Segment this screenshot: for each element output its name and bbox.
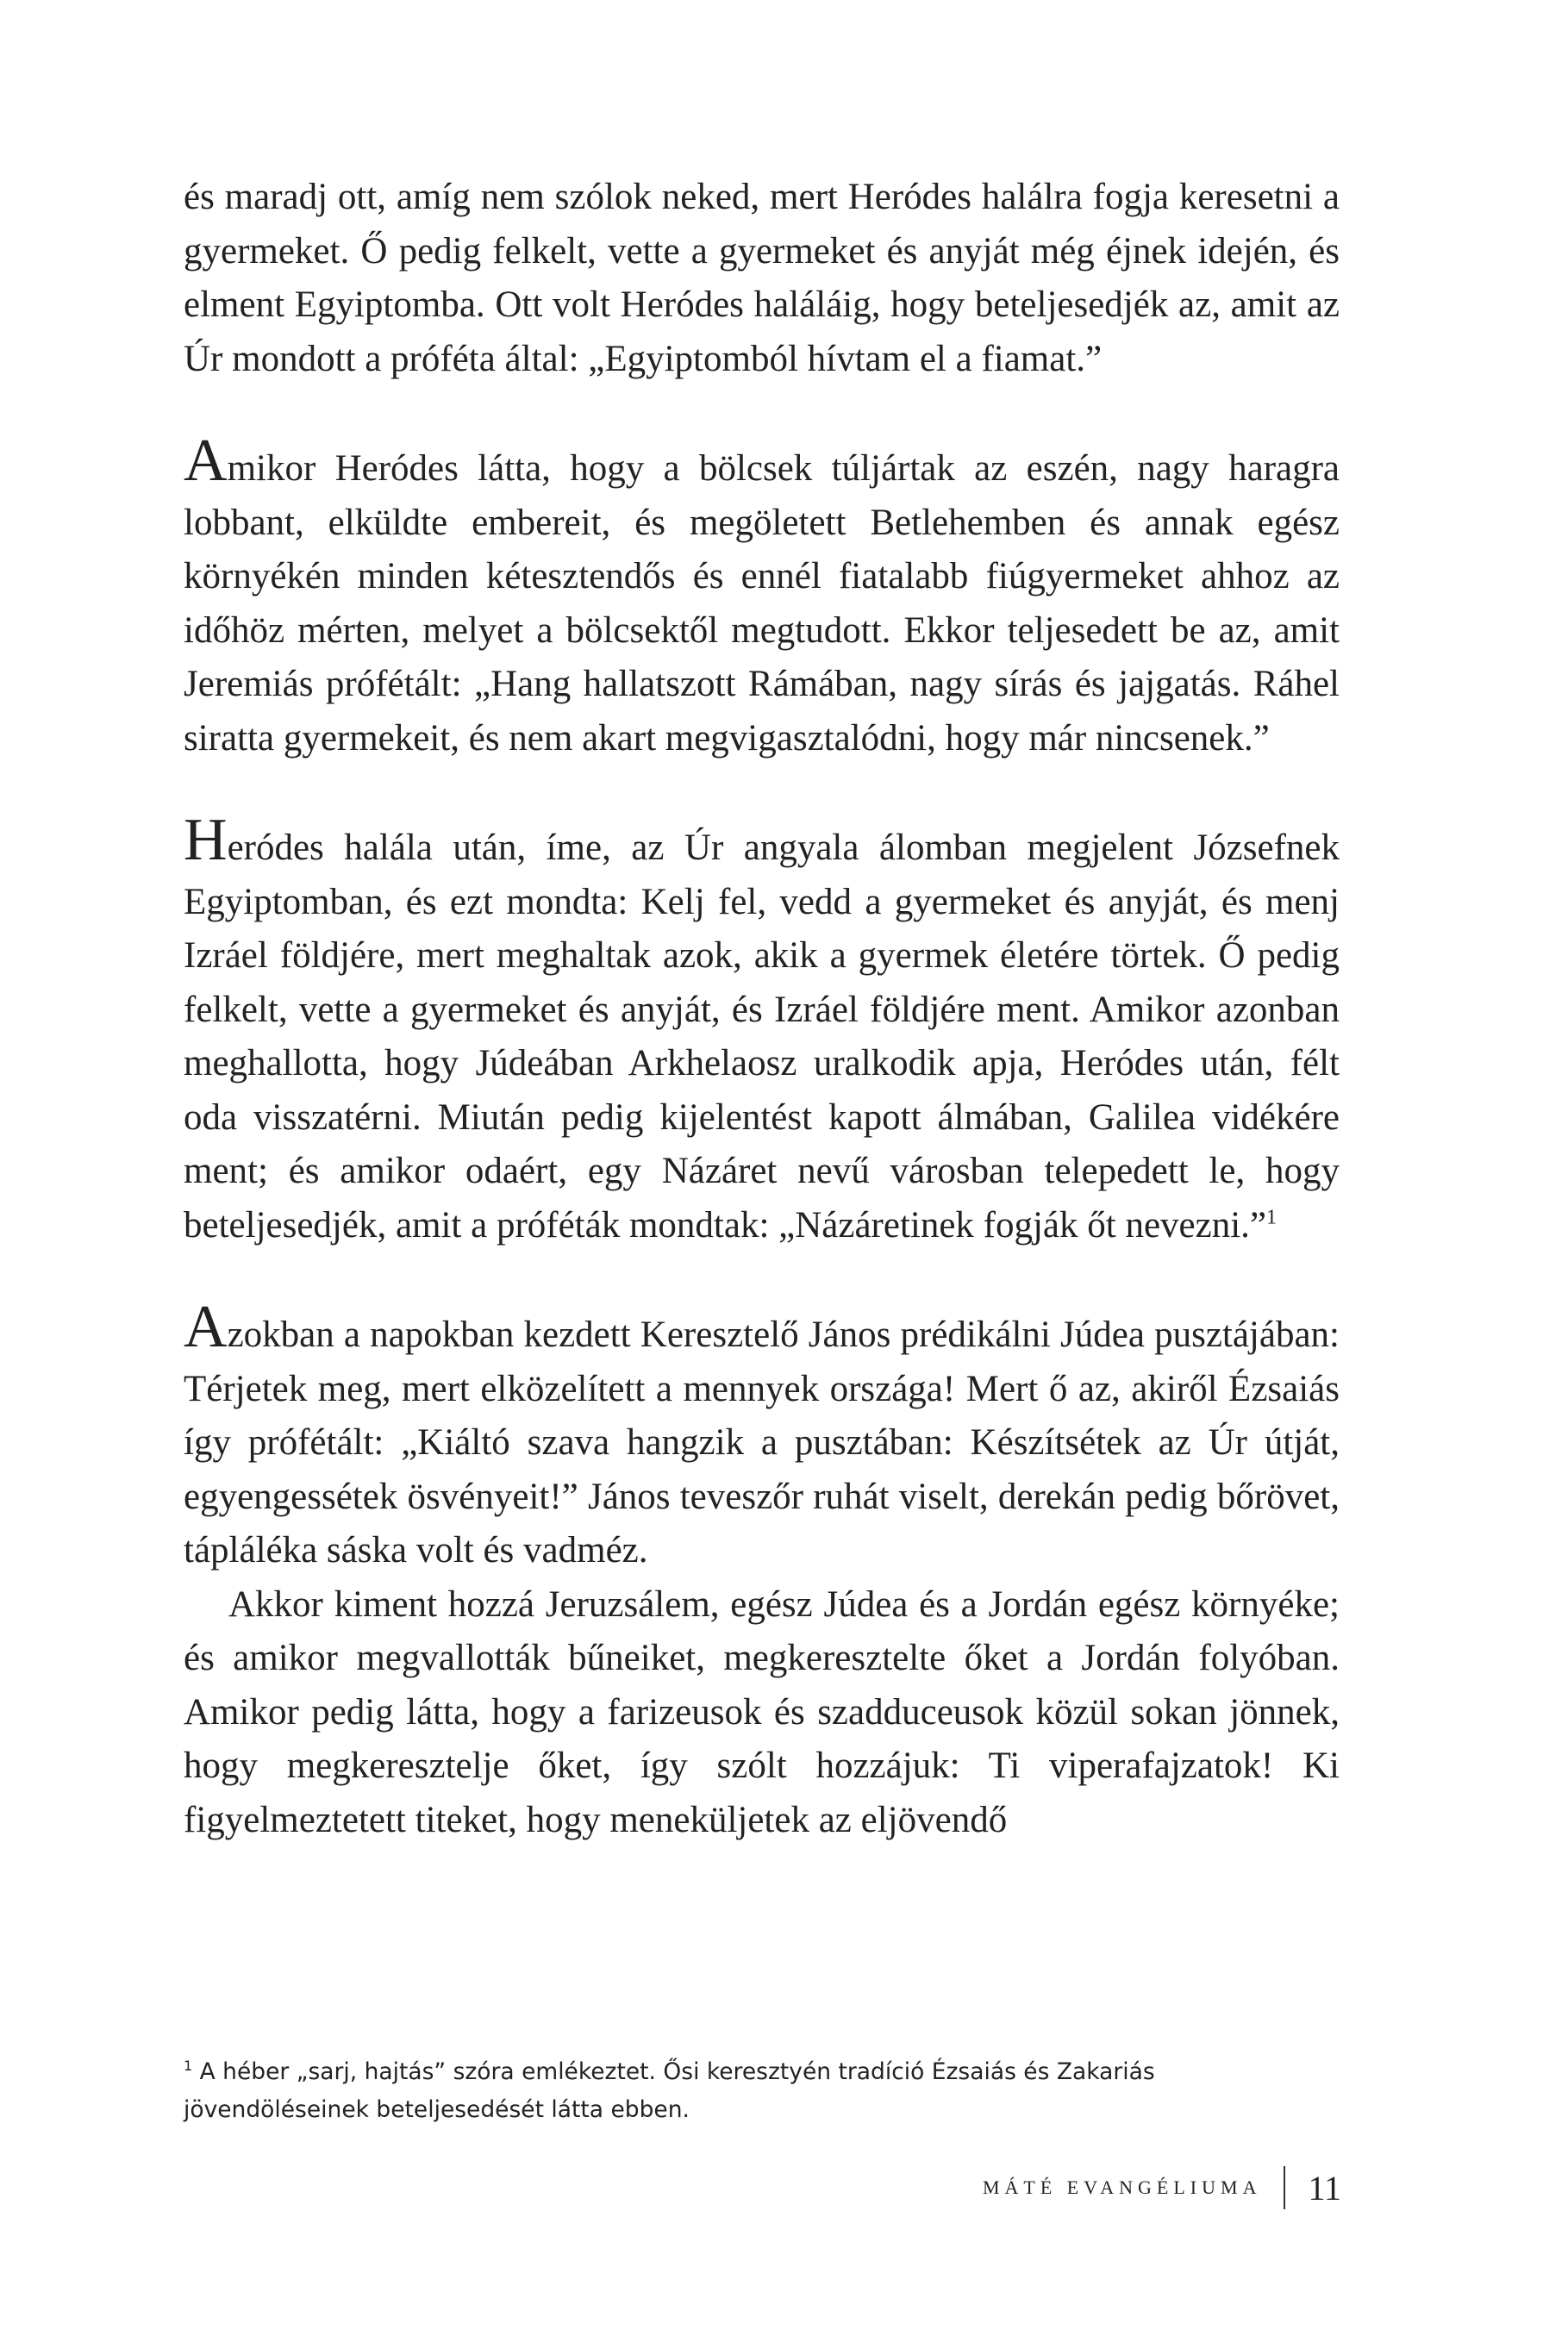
paragraph-4-initial: A: [184, 1294, 228, 1360]
footnote: [184, 2053, 1340, 2129]
body-text: [184, 171, 1340, 1847]
paragraph-2-text: mikor Heródes látta, hogy a bölcsek túljártak az eszén, nagy haragra lobbant, elküldte embereit, és megöletett Betlehemben és annak egész környékén minden kétesztendős és ennél fiatalabb fiúgyermeket ahhoz az időhöz mérten, melyet a bölcsektől megtudott. Ekkor teljesedett be az, amit Jeremiás prófétált: „Hang hallatszott Rámában, nagy sírás és jajgatás. Ráhel siratta gyermekeit, és nem akart megvigasztalódni, hogy már nincsenek.”: [184, 448, 1340, 759]
paragraph-1: és maradj ott, amíg nem szólok neked, mert Heródes halálra fogja keresetni a gyermeket. Ő pedig felkelt, vette a gyermeket és anyját még éjnek idején, és elment Egyiptomba. Ott volt Heródes haláláig, hogy beteljesedjék az, amit az Úr mondott a próféta által: „Egyiptomból hívtam el a fiamat.”: [184, 177, 1340, 379]
paragraph-2-initial: A: [184, 428, 228, 494]
paragraph-5: Akkor kiment hozzá Jeruzsálem, egész Júdea és a Jordán egész környéke; és amikor megvallották bűneiket, megkeresztelte őket a Jordán folyóban. Amikor pedig látta, hogy a farizeusok és szadduceusok közül sokan jönnek, hogy megkeresztelje őket, így szólt hozzájuk: Ti viperafajzatok! Ki figyelmeztetett titeket, hogy meneküljetek az eljövendő: [184, 1583, 1340, 1840]
footnote-reference: 1: [1266, 1206, 1278, 1229]
paragraph-4-text: zokban a napokban kezdett Keresztelő János prédikálni Júdea pusztájában: Térjetek meg, mert elközelített a mennyek országa! Mert ő az, akiről Ézsaiás így prófétált: „Kiáltó szava hangzik a pusztában: Készítsétek az Úr útját, egyengessétek ösvényeit!” János teveszőr ruhát viselt, derekán pedig bőrövet, tápláléka sáska volt és vadméz.: [184, 1315, 1340, 1571]
paragraph-3-text: eródes halála után, íme, az Úr angyala álomban megjelent Józsefnek Egyiptomban, és ezt mondta: Kelj fel, vedd a gyermeket és anyját, és menj Izráel földjére, mert meghaltak azok, akik a gyermek életére törtek. Ő pedig felkelt, vette a gyermeket és anyját, és Izráel földjére ment. Amikor azonban meghallotta, hogy Júdeában Arkhelaosz uralkodik apja, Heródes után, félt oda visszatérni. Miután pedig kijelentést kapott álmában, Galilea vidékére ment; és amikor odaért, egy Názáret nevű városban telepedett le, hogy beteljesedjék, amit a próféták mondtak: „Názáretinek fogják őt nevezni.”: [184, 828, 1340, 1246]
paragraph-2: [184, 428, 1340, 765]
running-title: MÁTÉ EVANGÉLIUMA: [982, 2176, 1262, 2198]
paragraph-3: [184, 807, 1340, 1252]
page-number: 11: [1308, 2168, 1341, 2208]
paragraph-4: [184, 1294, 1340, 1578]
footer-divider: [1284, 2166, 1285, 2209]
running-footer: [983, 2164, 1341, 2212]
footnote-text: A héber „sarj, hajtás” szóra emlékeztet. Ősi keresztyén tradíció Ézsaiás és Zakariás jövendöléseinek beteljesedését látta ebben.: [184, 2058, 1155, 2123]
paragraph-3-initial: H: [184, 807, 228, 873]
footnote-mark: 1: [184, 2058, 193, 2075]
